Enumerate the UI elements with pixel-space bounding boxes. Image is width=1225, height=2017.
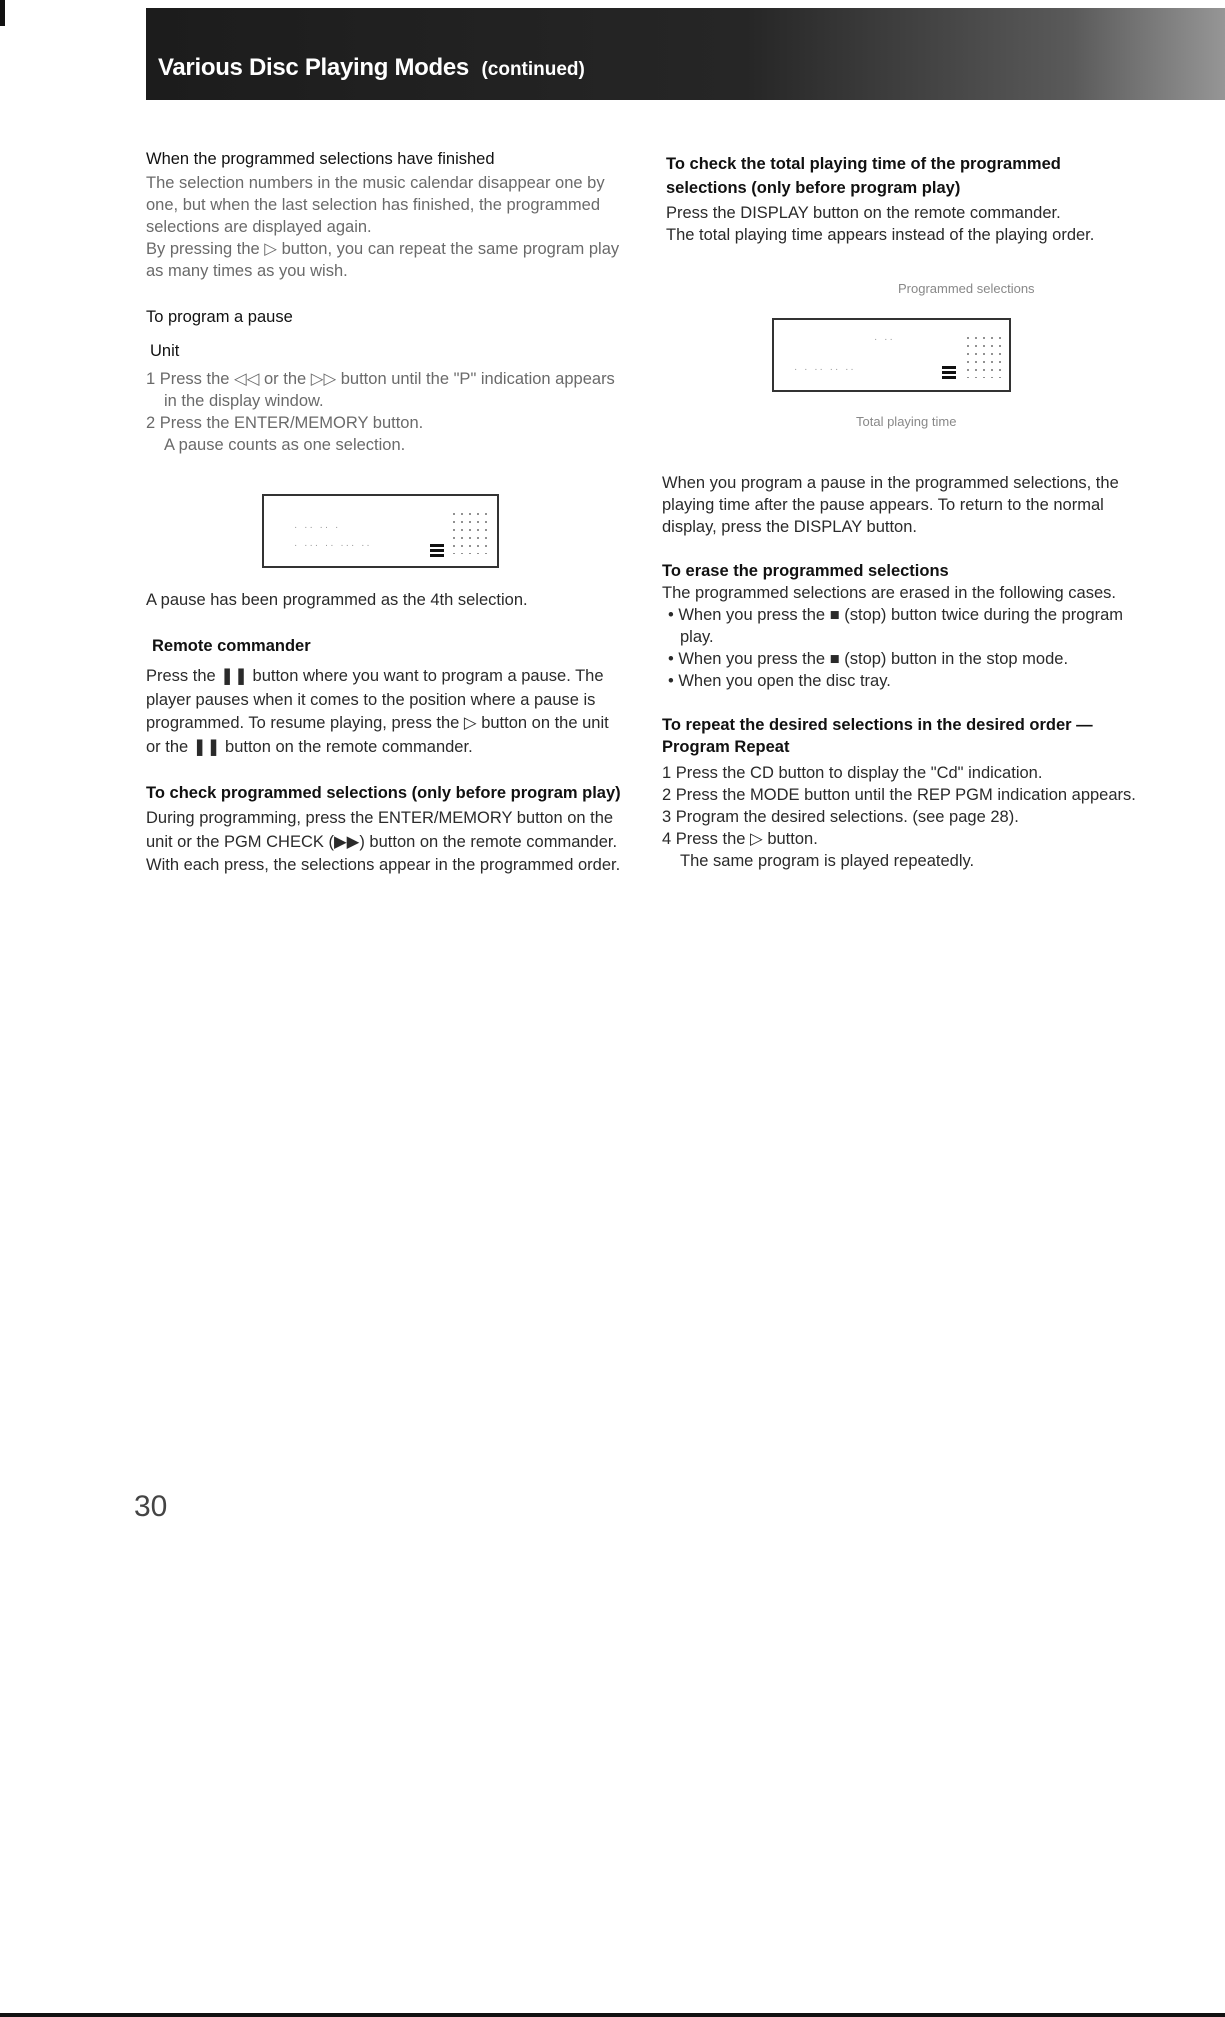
heading-programmed-finished: When the programmed selections have finished [146, 150, 495, 168]
erase-bullet-1: • When you press the ■ (stop) button twice during the program play. [668, 606, 1124, 646]
heading-program-pause: To program a pause [146, 308, 293, 326]
repeat-step-4-note: The same program is played repeatedly. [680, 852, 975, 870]
lcd-label-programmed: Programmed selections [898, 281, 1035, 296]
lcd-segments: · ·· [874, 334, 895, 345]
unit-step-2-note: A pause counts as one selection. [164, 436, 406, 454]
top-edge-mark [0, 0, 5, 26]
heading-erase: To erase the programmed selections [662, 562, 949, 580]
right-column [666, 152, 1146, 246]
paragraph-pause-time: When you program a pause in the programmed selections, the playing time after the pause appears. To return to the normal display, press the DISPLAY button. [662, 474, 1119, 536]
paragraph-remote: Press the ❚❚ button where you want to program a pause. The player pauses when it comes to the position where a pause is programmed. To resume playing, press the ▷ button on the unit or the ❚❚ button on the remote commander. [146, 667, 609, 756]
lcd-level-bars [430, 544, 444, 559]
total-time-display-illustration [772, 318, 1011, 392]
lcd-label-total-time: Total playing time [856, 414, 957, 429]
lcd-segments: · ·· ·· · [294, 522, 341, 533]
lcd-calendar-grid [964, 334, 1004, 378]
repeat-step-1: 1 Press the CD button to display the "Cd" indication. [662, 764, 1043, 782]
page-number: 30 [134, 1490, 168, 1523]
unit-step-2: 2 Press the ENTER/MEMORY button. [146, 414, 424, 432]
erase-bullet-3: • When you open the disc tray. [668, 672, 891, 690]
unit-step-1: 1 Press the ◁◁ or the ▷▷ button until the "P" indication appears in the display window. [146, 370, 615, 410]
section-header [146, 8, 1225, 100]
pause-display-illustration [262, 494, 499, 568]
label-unit: Unit [150, 342, 180, 360]
label-remote-commander: Remote commander [152, 637, 311, 655]
paragraph-finished-2: By pressing the ▷ button, you can repeat the same program play as many times as you wish. [146, 240, 620, 280]
lcd-segments-row2: · ··· ·· ··· ·· [294, 540, 372, 551]
heading-total-time: To check the total playing time of the programmed selections (only before program play) [666, 155, 1061, 197]
bottom-edge-rule [0, 2013, 1225, 2017]
heading-program-repeat: To repeat the desired selections in the desired order — Program Repeat [662, 716, 1093, 756]
repeat-step-3: 3 Program the desired selections. (see page 28). [662, 808, 1019, 826]
left-column [146, 148, 621, 456]
repeat-step-2: 2 Press the MODE button until the REP PGM indication appears. [662, 786, 1136, 804]
page-title [158, 54, 585, 82]
paragraph-erase: The programmed selections are erased in the following cases. [662, 584, 1116, 602]
lcd-level-bars [942, 366, 956, 381]
paragraph-check-programmed: During programming, press the ENTER/MEMORY button on the unit or the PGM CHECK (▶▶) button on the remote commander. With each press, the selections appear in the programmed order. [146, 809, 621, 874]
heading-check-programmed: To check programmed selections (only before program play) [146, 784, 621, 802]
lcd-calendar-grid [450, 510, 490, 554]
erase-bullet-2: • When you press the ■ (stop) button in the stop mode. [668, 650, 1069, 668]
paragraph-total-2: The total playing time appears instead of the playing order. [666, 226, 1095, 244]
right-column-lower [662, 472, 1146, 872]
paragraph-finished-1: The selection numbers in the music calendar disappear one by one, but when the last selection has finished, the programmed selections are displayed again. [146, 174, 605, 236]
lcd-segments-row2: · · ·· ·· ·· [794, 364, 856, 375]
title-continued: (continued) [481, 59, 585, 80]
repeat-step-4: 4 Press the ▷ button. [662, 830, 818, 848]
pause-caption: A pause has been programmed as the 4th selection. [146, 591, 528, 609]
paragraph-total-1: Press the DISPLAY button on the remote commander. [666, 204, 1061, 222]
left-column-lower [146, 589, 621, 878]
title-main: Various Disc Playing Modes [158, 54, 469, 81]
